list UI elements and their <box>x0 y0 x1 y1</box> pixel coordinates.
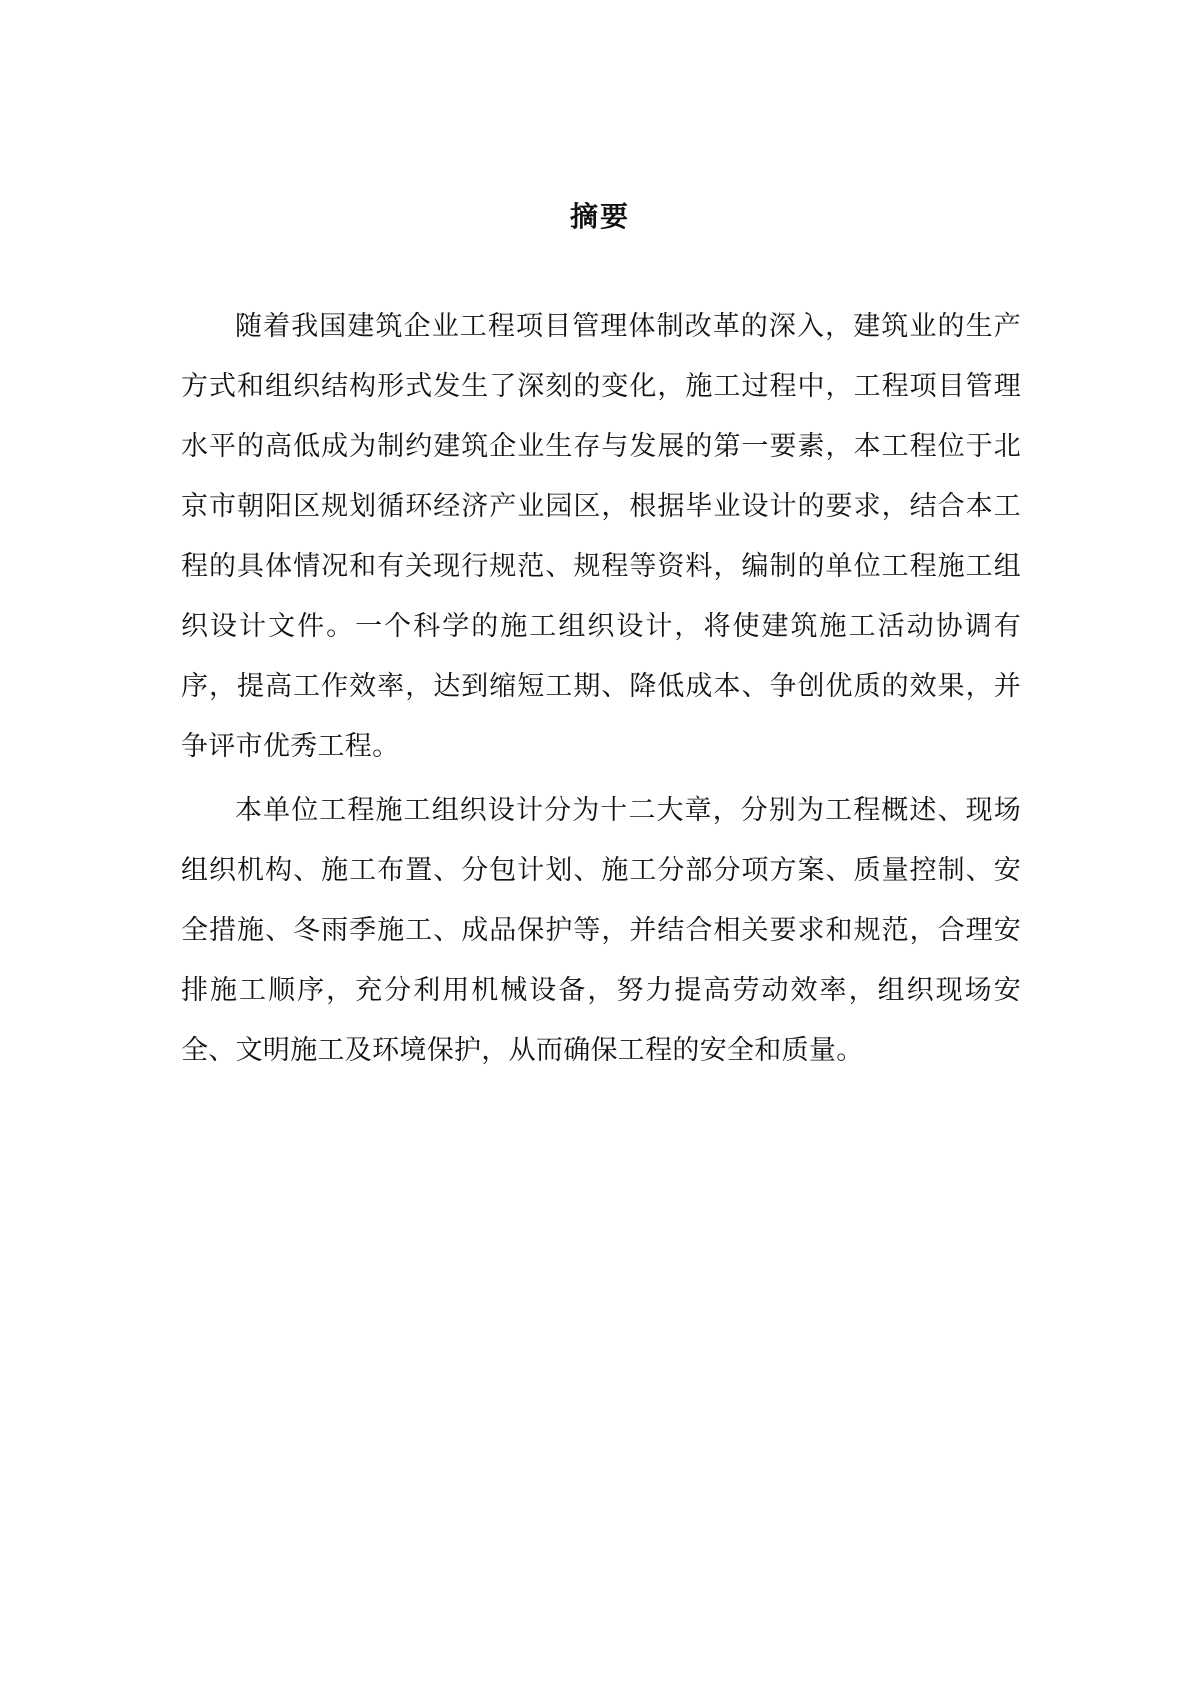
abstract-paragraph-1: 随着我国建筑企业工程项目管理体制改革的深入，建筑业的生产方式和组织结构形式发生了深刻的变化，施工过程中，工程项目管理水平的高低成为制约建筑企业生存与发展的第一要素，本工程位于北京市朝阳区规划循环经济产业园区，根据毕业设计的要求，结合本工程的具体情况和有关现行规范、规程等资料，编制的单位工程施工组织设计文件。一个科学的施工组织设计，将使建筑施工活动协调有序，提高工作效率，达到缩短工期、降低成本、争创优质的效果，并争评市优秀工程。 <box>181 311 1021 762</box>
page-title: 摘要 <box>569 200 630 233</box>
abstract-body <box>181 297 1021 1085</box>
abstract-paragraph-2: 本单位工程施工组织设计分为十二大章，分别为工程概述、现场组织机构、施工布置、分包计划、施工分部分项方案、质量控制、安全措施、冬雨季施工、成品保护等，并结合相关要求和规范，合理安排施工顺序，充分利用机械设备，努力提高劳动效率，组织现场安全、文明施工及环境保护，从而确保工程的安全和质量。 <box>181 795 1021 1066</box>
